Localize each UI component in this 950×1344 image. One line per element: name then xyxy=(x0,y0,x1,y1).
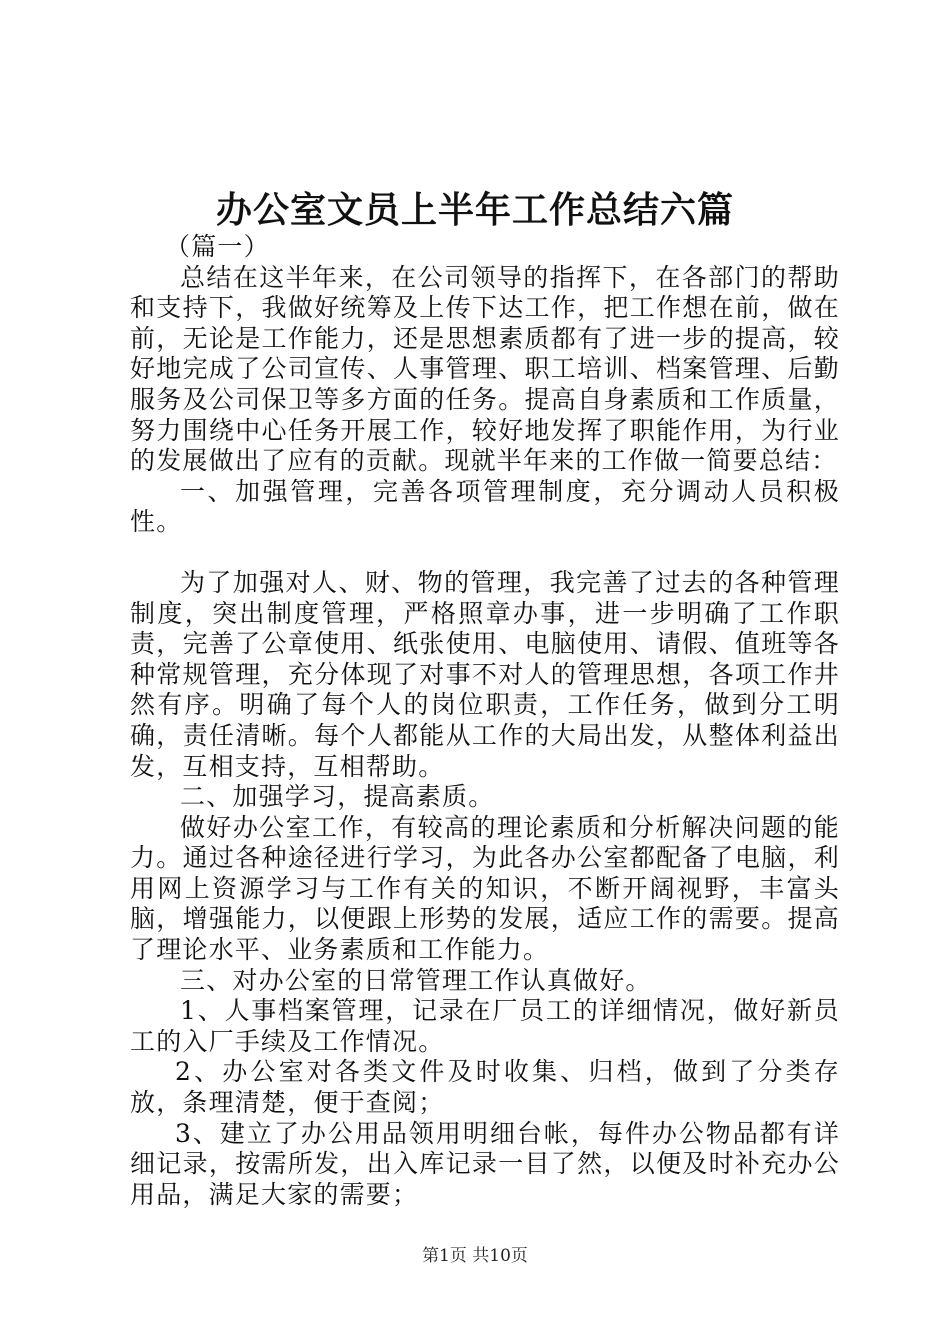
management-paragraph: 为了加强对人、财、物的管理，我完善了过去的各种管理制度，突出制度管理，严格照章办事，进一步明确了工作职责，完善了公章使用、纸张使用、电脑使用、请假、值班等各种常规管理，充分体现了对事不对人的管理思想，各项工作井然有序。明确了每个人的岗位职责，工作任务，做到分工明确，责任清晰。每个人都能从工作的大局出发，从整体利益出发，互相支持，互相帮助。 xyxy=(130,567,840,781)
list-item-3: 3、建立了办公用品领用明细台帐，每件办公物品都有详细记录，按需所发，出入库记录一目了然，以便及时补充办公用品，满足大家的需要； xyxy=(130,1118,840,1209)
document-title: 办公室文员上半年工作总结六篇 xyxy=(215,189,734,231)
section-heading-3: 三、对办公室的日常管理工作认真做好。 xyxy=(180,965,652,995)
blank-line xyxy=(130,538,840,568)
study-paragraph: 做好办公室工作，有较高的理论素质和分析解决问题的能力。通过各种途径进行学习，为此各办公室都配备了电脑，利用网上资源学习与工作有关的知识，不断开阔视野，丰富头脑，增强能力，以便跟上形势的发展，适应工作的需要。提高了理论水平、业务素质和工作能力。 xyxy=(130,812,840,965)
intro-paragraph: 总结在这半年来，在公司领导的指挥下，在各部门的帮助和支持下，我做好统筹及上传下达工作，把工作想在前，做在前，无论是工作能力，还是思想素质都有了进一步的提高，较好地完成了公司宣传、人事管理、职工培训、档案管理、后勤服务及公司保卫等多方面的任务。提高自身素质和工作质量，努力围绕中心任务开展工作，较好地发挥了职能作用，为行业的发展做出了应有的贡献。现就半年来的工作做一简要总结： xyxy=(130,262,840,476)
section-label: （篇一） xyxy=(165,232,270,261)
list-item-2: 2、办公室对各类文件及时收集、归档，做到了分类存放，条理清楚，便于查阅； xyxy=(130,1057,840,1118)
list-item-1: 1、人事档案管理，记录在厂员工的详细情况，做好新员工的入厂手续及工作情况。 xyxy=(130,996,840,1056)
document-body xyxy=(130,232,840,1210)
page-footer: 第1页 共10页 xyxy=(422,1246,528,1266)
section-heading-1: 一、加强管理，完善各项管理制度，充分调动人员积极性。 xyxy=(130,476,840,537)
section-heading-2: 二、加强学习，提高素质。 xyxy=(180,782,495,812)
